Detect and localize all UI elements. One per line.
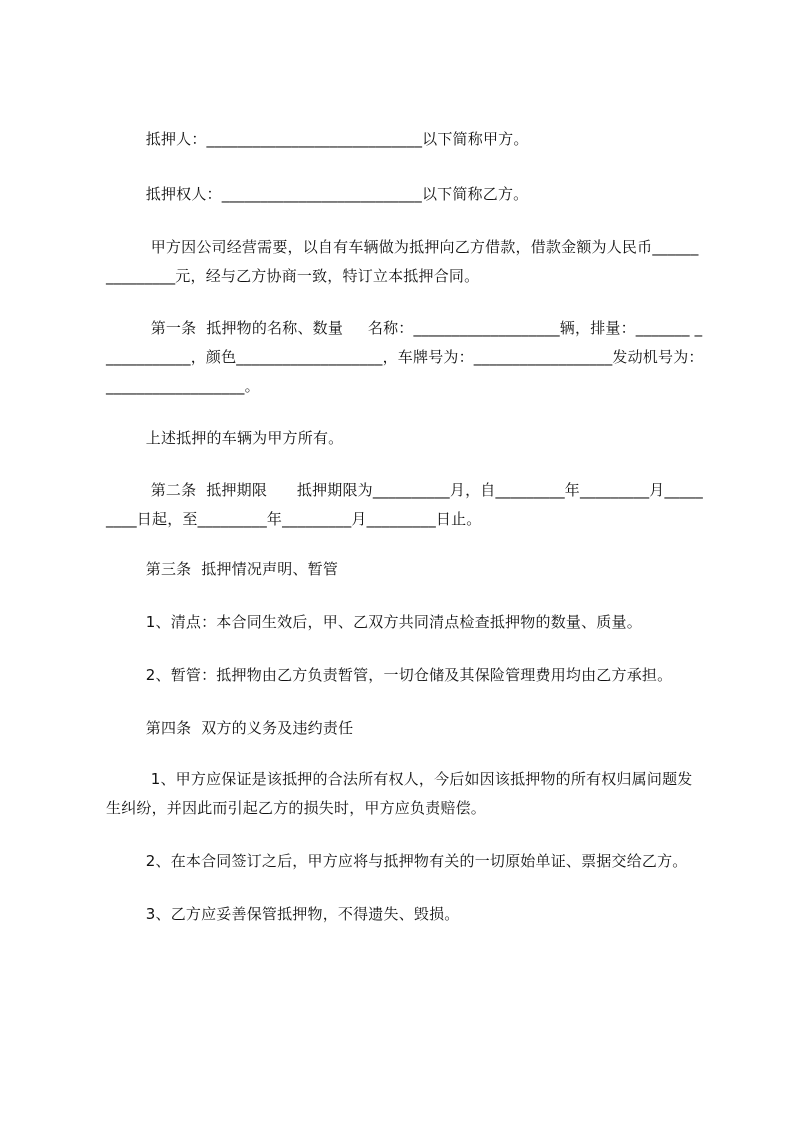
mortgagor-line: 抵押人：____________________________以下简称甲方。 (106, 130, 529, 148)
mortgagee-line: 抵押权人：__________________________以下简称乙方。 (106, 185, 529, 203)
article-4-heading: 第四条 双方的义务及违约责任 (106, 719, 354, 737)
article-3-heading: 第三条 抵押情况声明、暂管 (106, 560, 339, 578)
article-1-paragraph: 第一条 抵押物的名称、数量 名称：___________________辆，排量：_______ ____________，颜色___________________，车牌号为：__________________发动机号为：__________________。 (106, 319, 704, 395)
article-4-clause-3: 3、乙方应妥善保管抵押物，不得遗失、毁损。 (106, 905, 460, 923)
article-4-clause-2: 2、在本合同签订之后，甲方应将与抵押物有关的一切原始单证、票据交给乙方。 (106, 852, 688, 870)
preamble-paragraph: 甲方因公司经营需要，以自有车辆做为抵押向乙方借款，借款金额为人民币_______________元，经与乙方协商一致，特订立本抵押合同。 (106, 238, 699, 285)
article-3-clause-2: 2、暂管：抵押物由乙方负责暂管，一切仓储及其保险管理费用均由乙方承担。 (106, 666, 673, 684)
article-3-clause-1: 1、清点：本合同生效后，甲、乙双方共同清点检查抵押物的数量、质量。 (106, 613, 642, 631)
article-4-clause-1: 1、甲方应保证是该抵押的合法所有权人，今后如因该抵押物的所有权归属问题发生纠纷，并因此而引起乙方的损失时，甲方应负责赔偿。 (106, 770, 693, 817)
ownership-paragraph: 上述抵押的车辆为甲方所有。 (106, 429, 344, 447)
article-2-paragraph: 第二条 抵押期限 抵押期限为__________月，自_________年_________月_________日起，至_________年_________月_________日止。 (106, 481, 703, 528)
